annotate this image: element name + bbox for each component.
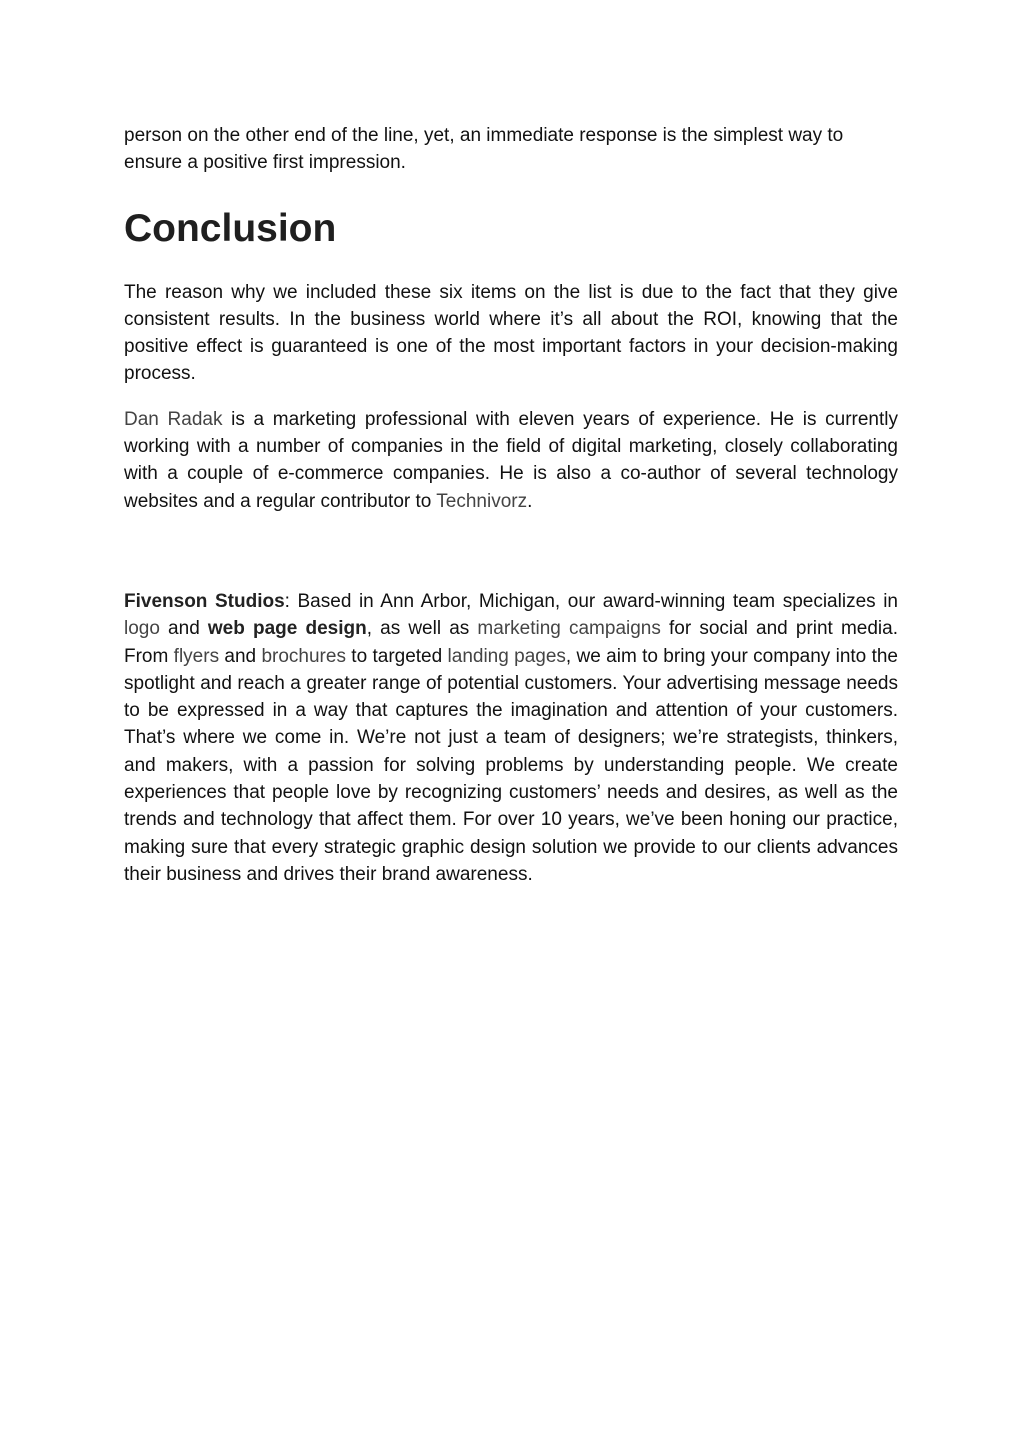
studio-text-3: , as well as xyxy=(366,618,478,640)
studio-text-2: and xyxy=(159,618,208,640)
logo-link[interactable]: logo xyxy=(124,618,160,640)
author-bio-end: . xyxy=(527,490,533,512)
studio-text-7: , we aim to bring your company into the spotlight and reach a greater range of potential customers. Your advertising message needs to be expressed in a way that captures the imagination and attention of your customers. That’s where we come in. We’re not just a team of designers; we’re strategists, thinkers, and makers, with a passion for solving problems by understanding people. We create experiences that people love by recognizing customers’ needs and desires, as well as the trends and technology that affect them. For over 10 years, we’ve been honing our practice, making sure that every strategic graphic design solution we provide to our clients advances their business and drives their brand awareness. xyxy=(124,645,898,885)
flyers-link[interactable]: flyers xyxy=(173,645,220,667)
web-page-design-text: web page design xyxy=(207,618,367,640)
marketing-campaigns-link[interactable]: marketing campaigns xyxy=(477,618,661,640)
conclusion-heading: Conclusion xyxy=(124,206,337,250)
intro-paragraph: person on the other end of the line, yet, an immediate response is the simplest way to ensure a positive first impression. xyxy=(124,125,844,174)
author-bio-paragraph xyxy=(124,406,898,515)
landing-pages-link[interactable]: landing pages xyxy=(447,645,566,667)
studio-paragraph xyxy=(124,588,898,888)
technivorz-link[interactable]: Technivorz xyxy=(436,490,528,512)
brochures-link[interactable]: brochures xyxy=(261,645,346,667)
studio-text-1: : Based in Ann Arbor, Michigan, our award-winning team specializes in xyxy=(284,590,898,612)
document-page xyxy=(124,122,898,888)
studio-text-5: and xyxy=(219,645,262,667)
conclusion-paragraph: The reason why we included these six items on the list is due to the fact that they give consistent results. In the business world where it’s all about the ROI, knowing that the positive effect is guaranteed is one of the most important factors in your decision-making process. xyxy=(124,281,898,385)
studio-name: Fivenson Studios xyxy=(124,590,285,612)
author-name-link[interactable]: Dan Radak xyxy=(124,408,223,430)
studio-text-4: for social and print media. From xyxy=(124,618,898,667)
author-bio-text: is a marketing professional with eleven years of experience. He is currently working with a number of companies in the field of digital marketing, closely collaborating with a couple of e-commerce companies. He is also a co-author of several technology websites and a regular contributor to xyxy=(124,408,898,512)
studio-text-6: to targeted xyxy=(345,645,448,667)
